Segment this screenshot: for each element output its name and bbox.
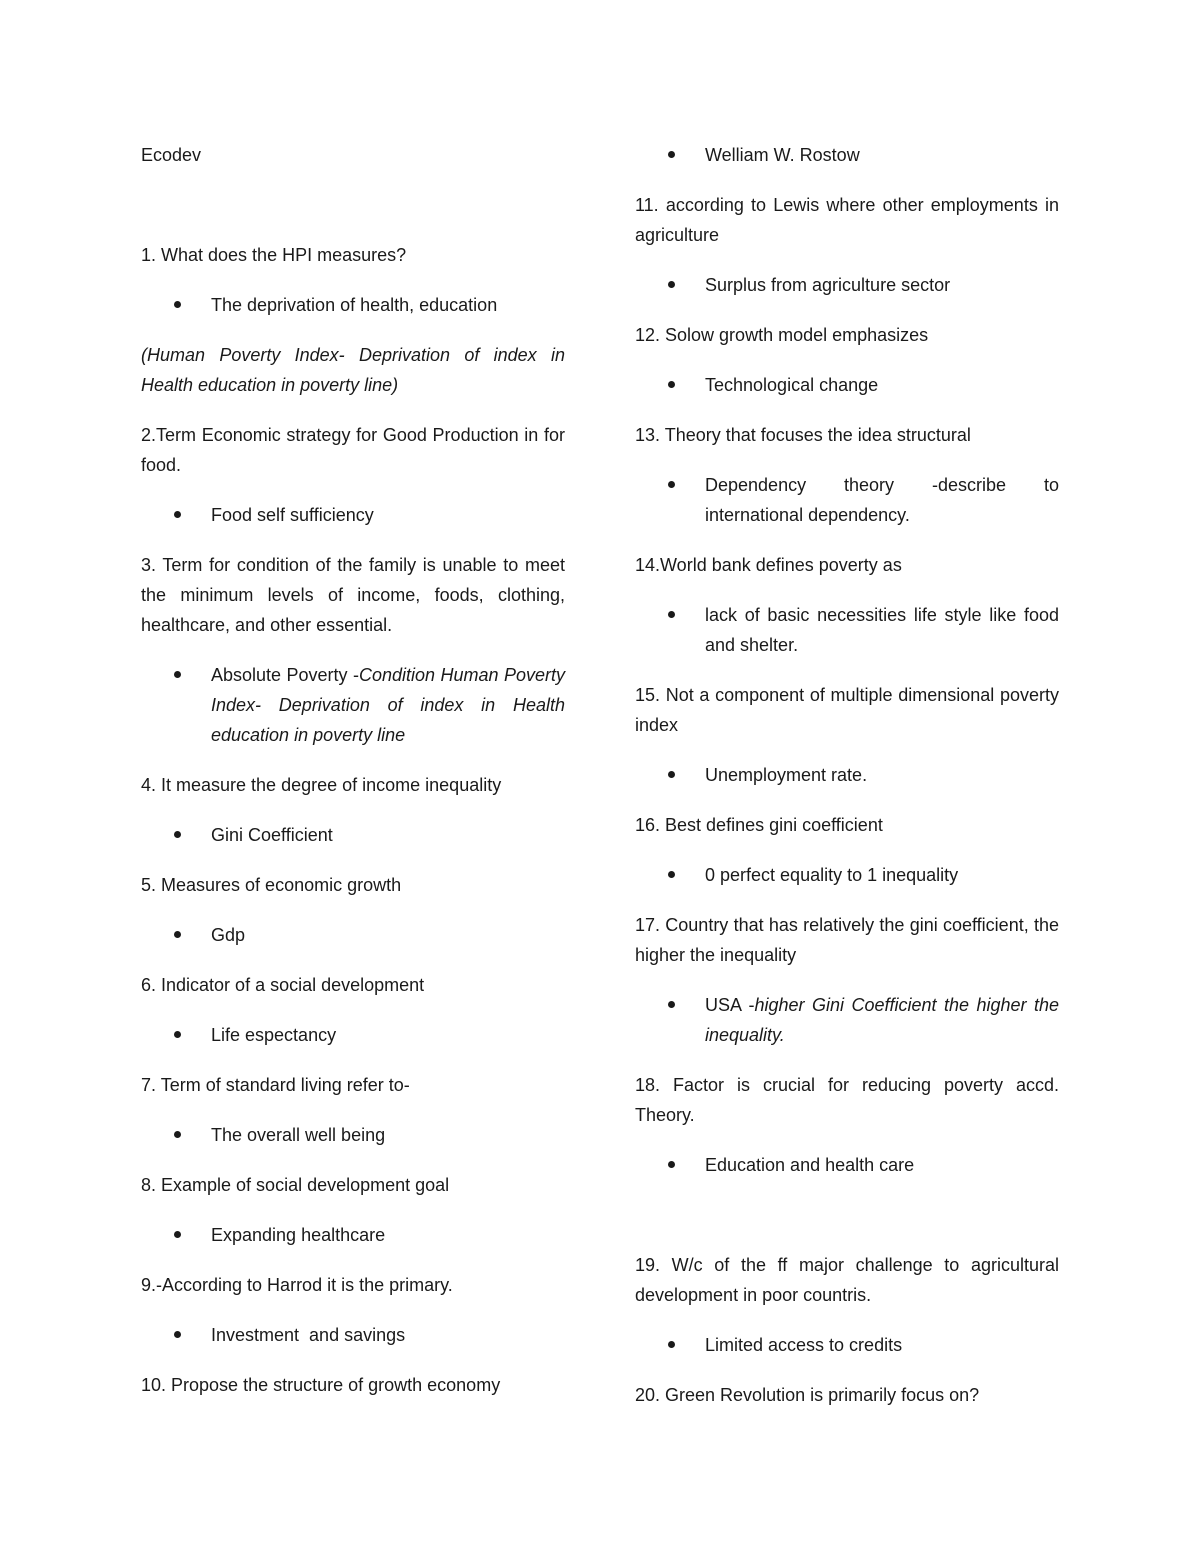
answer-15 [635, 760, 1059, 790]
answer-italic: Condition Human Poverty Index- Deprivation of index in Health education in poverty line [211, 665, 565, 745]
answer-16 [635, 860, 1059, 890]
bullet-icon [174, 931, 181, 938]
answer-text: Welliam W. Rostow [705, 145, 860, 165]
document-title: Ecodev [141, 145, 202, 165]
bullet-icon [668, 151, 675, 158]
answer-text: Food self sufficiency [211, 505, 374, 525]
answer-text: lack of basic necessities life style like food and shelter. [705, 605, 1059, 655]
answer-text: Gdp [211, 925, 246, 945]
question-9: 9.-According to Harrod it is the primary. [141, 1275, 453, 1295]
answer-italic: higher Gini Coefficient the higher the inequality. [705, 995, 1059, 1045]
question-4: 4. It measure the degree of income inequality [141, 775, 502, 795]
note-1: (Human Poverty Index- Deprivation of index in Health education in poverty line) [141, 345, 565, 395]
bullet-icon [668, 771, 675, 778]
bullet-icon [668, 611, 675, 618]
answer-text: The overall well being [211, 1125, 386, 1145]
answer-text: 0 perfect equality to 1 inequality [705, 865, 959, 885]
question-19: 19. W/c of the ff major challenge to agricultural development in poor countris. [635, 1255, 1059, 1305]
answer-14 [635, 600, 1059, 660]
answer-3 [141, 660, 565, 750]
bullet-icon [174, 1231, 181, 1238]
question-20: 20. Green Revolution is primarily focus on? [635, 1385, 980, 1405]
question-18: 18. Factor is crucial for reducing poverty accd. Theory. [635, 1075, 1059, 1125]
answer-text: Expanding healthcare [211, 1225, 386, 1245]
answer-17 [635, 990, 1059, 1050]
answer-text: Unemployment rate. [705, 765, 868, 785]
bullet-icon [174, 511, 181, 518]
bullet-icon [174, 671, 181, 678]
answer-13 [635, 470, 1059, 530]
question-15: 15. Not a component of multiple dimensional poverty index [635, 685, 1059, 735]
question-2: 2.Term Economic strategy for Good Production in for food. [141, 425, 565, 475]
answer-lead: Absolute Poverty - [211, 665, 359, 685]
answer-text: Surplus from agriculture sector [705, 275, 951, 295]
answer-text: Dependency theory -describe to international dependency. [705, 475, 1059, 525]
answer-text: Technological change [705, 375, 879, 395]
bullet-icon [668, 871, 675, 878]
bullet-icon [668, 381, 675, 388]
answer-2 [141, 500, 565, 530]
answer-19 [635, 1330, 1059, 1360]
question-3: 3. Term for condition of the family is unable to meet the minimum levels of income, foods, clothing, healthcare, and other essential. [141, 555, 565, 635]
question-10: 10. Propose the structure of growth economy [141, 1375, 501, 1395]
bullet-icon [668, 281, 675, 288]
answer-18 [635, 1150, 1059, 1180]
question-1: 1. What does the HPI measures? [141, 245, 407, 265]
bullet-icon [668, 1001, 675, 1008]
question-17: 17. Country that has relatively the gini coefficient, the higher the inequality [635, 915, 1059, 965]
answer-8 [141, 1220, 565, 1250]
answer-text: Gini Coefficient [211, 825, 333, 845]
answer-1 [141, 290, 565, 320]
bullet-icon [668, 1161, 675, 1168]
bullet-icon [174, 1131, 181, 1138]
answer-text: Investment and savings [211, 1325, 406, 1345]
bullet-icon [174, 831, 181, 838]
answer-text: Limited access to credits [705, 1335, 903, 1355]
question-12: 12. Solow growth model emphasizes [635, 325, 929, 345]
answer-10 [635, 140, 1059, 170]
bullet-icon [668, 1341, 675, 1348]
bullet-icon [174, 301, 181, 308]
left-column [141, 140, 565, 1420]
bullet-icon [174, 1031, 181, 1038]
question-8: 8. Example of social development goal [141, 1175, 450, 1195]
answer-text: Life espectancy [211, 1025, 337, 1045]
answer-12 [635, 370, 1059, 400]
answer-5 [141, 920, 565, 950]
answer-4 [141, 820, 565, 850]
answer-lead: USA - [705, 995, 755, 1015]
answer-9 [141, 1320, 565, 1350]
answer-6 [141, 1020, 565, 1050]
answer-text: Education and health care [705, 1155, 915, 1175]
bullet-icon [174, 1331, 181, 1338]
right-column [635, 140, 1059, 1430]
question-16: 16. Best defines gini coefficient [635, 815, 883, 835]
question-13: 13. Theory that focuses the idea structural [635, 425, 971, 445]
answer-7 [141, 1120, 565, 1150]
question-5: 5. Measures of economic growth [141, 875, 402, 895]
answer-text: The deprivation of health, education [211, 295, 498, 315]
answer-11 [635, 270, 1059, 300]
question-7: 7. Term of standard living refer to- [141, 1075, 410, 1095]
bullet-icon [668, 481, 675, 488]
question-6: 6. Indicator of a social development [141, 975, 425, 995]
question-11: 11. according to Lewis where other employments in agriculture [635, 195, 1059, 245]
question-14: 14.World bank defines poverty as [635, 555, 902, 575]
